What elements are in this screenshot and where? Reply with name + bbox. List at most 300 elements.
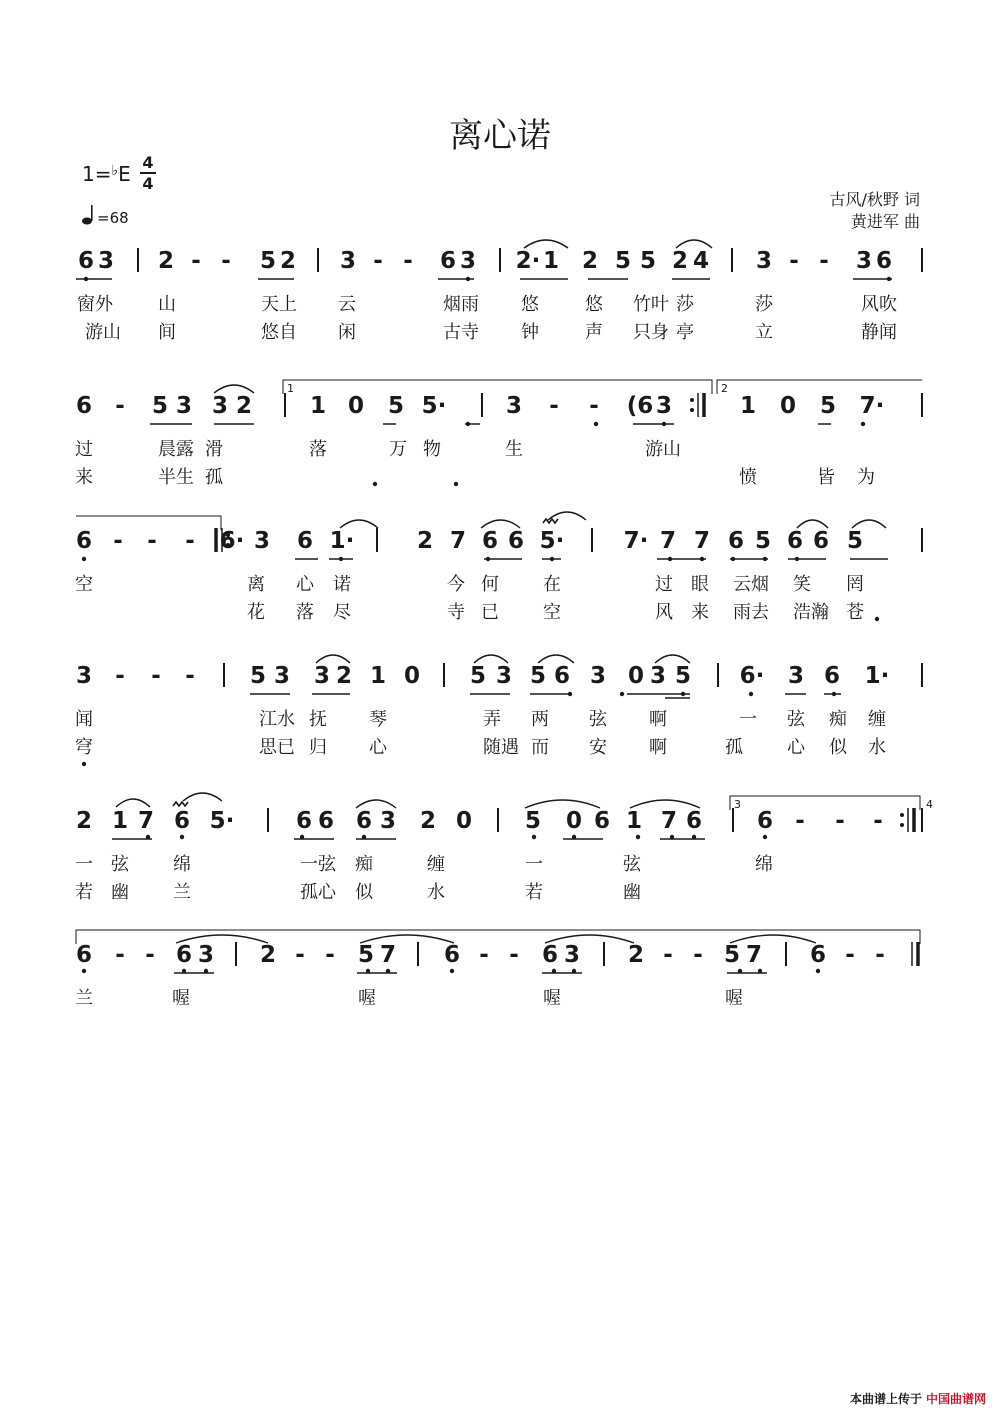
lyric-verse-1: 窗外 xyxy=(77,294,113,315)
lyric-verse-2: 兰 xyxy=(173,882,191,903)
note: 1· xyxy=(329,528,355,554)
octave-dot-low xyxy=(861,422,865,426)
lyric-verse-1: 弦 xyxy=(589,709,607,730)
lyric-verse-2: 似 xyxy=(355,882,373,903)
lyric-verse-2: 皆 xyxy=(817,467,835,488)
note: 2 xyxy=(671,248,689,274)
dash-note: - xyxy=(373,248,383,274)
slur xyxy=(797,520,828,528)
score-title: 离心诺 xyxy=(449,116,551,156)
lyric-verse-1: 晨露 xyxy=(158,439,194,460)
lyric-verse-1: 山 xyxy=(158,294,176,315)
lyric-verse-1: 一 xyxy=(525,854,543,875)
slur xyxy=(116,799,150,807)
lyric-verse-1: 离 xyxy=(247,574,265,595)
lyric-verse-1: 罔 xyxy=(846,574,864,595)
note: 3 xyxy=(273,663,291,689)
dash-note: - xyxy=(221,248,231,274)
slur xyxy=(655,655,690,663)
lyric-verse-1: 一 xyxy=(75,854,93,875)
lyric-verse-2: 苍 xyxy=(846,602,864,623)
octave-dot-low xyxy=(572,969,576,973)
lyric-verse-1: 烟雨 xyxy=(443,294,479,315)
slur xyxy=(525,800,600,808)
lyric-verse-2: 愤 xyxy=(739,467,757,488)
dash-note: - xyxy=(185,528,195,554)
lyric-verse-1: 游山 xyxy=(645,439,681,460)
octave-dot-low xyxy=(339,557,343,561)
time-signature: 4 4 xyxy=(140,154,156,192)
note: 3 xyxy=(379,808,397,834)
dash-note: - xyxy=(509,942,519,968)
note: 3 xyxy=(563,942,581,968)
note: 6 xyxy=(685,808,703,834)
note: 3 xyxy=(197,942,215,968)
note: 5 xyxy=(249,663,267,689)
dash-note: - xyxy=(875,942,885,968)
note: 1 xyxy=(309,393,327,419)
note: 1· xyxy=(864,663,890,689)
lyric-verse-1: 滑 xyxy=(205,439,223,460)
note: 6 xyxy=(355,808,373,834)
octave-dot-high xyxy=(454,482,458,486)
note: 6 xyxy=(175,942,193,968)
lyric-verse-2: 立 xyxy=(755,322,773,343)
note: 2 xyxy=(279,248,297,274)
note: 5 xyxy=(639,248,657,274)
lyric-verse-1: 风吹 xyxy=(861,294,897,315)
note: 6 xyxy=(443,942,461,968)
lyric-verse-1: 抚 xyxy=(309,709,327,730)
lyric-verse-2: 落 xyxy=(296,602,314,623)
note: 3 xyxy=(253,528,271,554)
slur xyxy=(630,800,700,808)
note: 6 xyxy=(756,808,774,834)
note: 5 xyxy=(387,393,405,419)
lyric-verse-2: 孤 xyxy=(205,467,223,488)
octave-dot-low xyxy=(620,692,624,696)
dash-note: - xyxy=(113,528,123,554)
dash-note: - xyxy=(191,248,201,274)
octave-dot-low xyxy=(550,557,554,561)
lyric-verse-2: 水 xyxy=(868,737,886,758)
slur xyxy=(340,520,378,528)
lyric-verse-1: 过 xyxy=(75,439,93,460)
note: 5 xyxy=(529,663,547,689)
octave-dot-low xyxy=(82,557,86,561)
lyric-verse-2: 孤 xyxy=(725,737,743,758)
mordent-ornament xyxy=(543,519,558,523)
lyric-verse-2: 闲 xyxy=(338,322,356,343)
lyric-verse-1: 弦 xyxy=(111,854,129,875)
lyric-verse-1: 云烟 xyxy=(733,574,769,595)
octave-dot-low xyxy=(572,835,576,839)
note: 0 xyxy=(455,808,473,834)
lyric-verse-2: 似 xyxy=(829,737,847,758)
lyric-verse-2: 若 xyxy=(75,882,93,903)
volta-number: 4 xyxy=(926,798,933,811)
slur xyxy=(676,240,712,248)
dash-note: - xyxy=(845,942,855,968)
dash-note: - xyxy=(835,808,845,834)
note: 3 xyxy=(97,248,115,274)
repeat-end xyxy=(900,808,914,832)
note: 5· xyxy=(209,808,235,834)
lyric-verse-1: 两 xyxy=(531,709,549,730)
note: 2 xyxy=(157,248,175,274)
dash-note: - xyxy=(145,942,155,968)
octave-dot-low xyxy=(450,969,454,973)
octave-dot-low xyxy=(532,835,536,839)
note: 3 xyxy=(649,663,667,689)
note: 3 xyxy=(755,248,773,274)
note: 3 xyxy=(655,393,673,419)
lyric-verse-2: 半生 xyxy=(158,467,194,488)
note: 0 xyxy=(565,808,583,834)
lyric-verse-1: 啊 xyxy=(649,709,667,730)
note: 1 xyxy=(625,808,643,834)
lyric-verse-1: 弄 xyxy=(483,709,501,730)
note: 0 xyxy=(347,393,365,419)
slur xyxy=(548,512,586,520)
lyric-verse-2: 归 xyxy=(309,737,327,758)
lyric-verse-2: 若 xyxy=(525,882,543,903)
note: 7· xyxy=(623,528,649,554)
lyric-verse-2: 古寺 xyxy=(443,322,479,343)
octave-dot-high xyxy=(373,482,377,486)
lyric-verse-2: 花 xyxy=(247,602,265,623)
octave-dot-low xyxy=(887,277,891,281)
note: 6 xyxy=(296,528,314,554)
octave-dot-high xyxy=(875,617,879,621)
note: 1 xyxy=(369,663,387,689)
note: 5 xyxy=(674,663,692,689)
note: 7· xyxy=(859,393,885,419)
note: 6 xyxy=(317,808,335,834)
lyric-verse-1: 天上 xyxy=(261,294,297,315)
octave-dot-low xyxy=(681,692,685,696)
lyric-verse-1: 缠 xyxy=(868,709,886,730)
lyric-verse-2: 心 xyxy=(369,737,387,758)
lyric-verse-2: 来 xyxy=(691,602,709,623)
slur xyxy=(852,520,886,528)
lyric-verse-2: 雨去 xyxy=(733,602,769,623)
lyric-verse-2: 幽 xyxy=(623,882,641,903)
octave-dot-low xyxy=(146,835,150,839)
octave-dot-low xyxy=(84,277,88,281)
octave-dot-low xyxy=(731,557,735,561)
note: 6 xyxy=(786,528,804,554)
lyric-verse-2: 为 xyxy=(857,467,875,488)
octave-dot-low xyxy=(700,557,704,561)
note: 7 xyxy=(693,528,711,554)
lyric-verse-2: 浩瀚 xyxy=(793,602,829,623)
octave-dot-low xyxy=(763,835,767,839)
lyric-verse-1: 莎 xyxy=(676,294,694,315)
lyric-verse-1: 琴 xyxy=(369,709,387,730)
note: 5 xyxy=(723,942,741,968)
lyric-verse-1: 绵 xyxy=(173,854,191,875)
octave-dot-low xyxy=(758,969,762,973)
slur xyxy=(316,655,350,663)
octave-dot-low xyxy=(738,969,742,973)
dash-note: - xyxy=(693,942,703,968)
dash-note: - xyxy=(819,248,829,274)
octave-dot-low xyxy=(763,557,767,561)
dash-note: - xyxy=(325,942,335,968)
octave-dot-low xyxy=(795,557,799,561)
mordent-ornament xyxy=(173,802,188,806)
lyric-verse-1: 悠 xyxy=(585,294,603,315)
note: 6 xyxy=(541,942,559,968)
octave-dot-low xyxy=(386,969,390,973)
dash-note: - xyxy=(151,663,161,689)
slur xyxy=(356,800,396,808)
note: 5 xyxy=(259,248,277,274)
octave-dot-low xyxy=(832,692,836,696)
note: 7 xyxy=(449,528,467,554)
lyric-verse-2: 啊 xyxy=(649,737,667,758)
note: 6 xyxy=(75,942,93,968)
note: 2 xyxy=(75,808,93,834)
lyric-verse-1: 何 xyxy=(481,574,499,595)
note: 6 xyxy=(481,528,499,554)
lyric-verse-2: 悠自 xyxy=(261,322,297,343)
note: 5 xyxy=(846,528,864,554)
lyric-verse-1: 江水 xyxy=(259,709,295,730)
tempo-marking: =68 xyxy=(82,205,129,227)
note: 7 xyxy=(660,808,678,834)
note: 4 xyxy=(692,248,710,274)
lyric-verse-1: 一弦 xyxy=(300,854,336,875)
lyric-verse-1: 悠 xyxy=(521,294,539,315)
lyric-verse-2: 尽 xyxy=(333,602,351,623)
lyric-verse-1: 落 xyxy=(309,439,327,460)
note: (6 xyxy=(626,393,654,419)
note: 3 xyxy=(505,393,523,419)
lyric-verse-2: 亭 xyxy=(676,322,694,343)
note: 6· xyxy=(739,663,765,689)
composer-credit: 黄进军 曲 xyxy=(850,212,920,231)
dash-note: - xyxy=(589,393,599,419)
lyric-verse-1: 喔 xyxy=(725,988,743,1009)
lyric-verse-1: 闻 xyxy=(75,709,93,730)
octave-dot-low xyxy=(182,969,186,973)
octave-dot-low xyxy=(82,969,86,973)
note: 3 xyxy=(211,393,229,419)
lyric-verse-1: 诺 xyxy=(333,574,351,595)
note: 1 xyxy=(111,808,129,834)
lyric-verse-2: 穹 xyxy=(75,737,93,758)
lyric-verse-2: 孤心 xyxy=(300,882,336,903)
lyric-verse-1: 兰 xyxy=(75,988,93,1009)
note: 6· xyxy=(219,528,245,554)
note: 1 xyxy=(542,248,560,274)
note: 7 xyxy=(379,942,397,968)
lyric-verse-2: 寺 xyxy=(447,602,465,623)
octave-dot-low xyxy=(692,835,696,839)
slur xyxy=(214,385,254,393)
note: 5 xyxy=(819,393,837,419)
lyric-verse-1: 笑 xyxy=(793,574,811,595)
lyric-verse-2: 声 xyxy=(585,322,603,343)
note: 6 xyxy=(593,808,611,834)
note: 6 xyxy=(507,528,525,554)
lyric-verse-2: 钟 xyxy=(521,322,539,343)
note: 5 xyxy=(357,942,375,968)
octave-dot-low xyxy=(362,835,366,839)
note: 0 xyxy=(779,393,797,419)
lyric-verse-1: 喔 xyxy=(172,988,190,1009)
note: 3 xyxy=(75,663,93,689)
dash-note: - xyxy=(115,942,125,968)
octave-dot-low xyxy=(552,969,556,973)
note: 2 xyxy=(581,248,599,274)
lyric-verse-2: 随遇 xyxy=(483,737,519,758)
lyric-verse-1: 莎 xyxy=(755,294,773,315)
note: 5 xyxy=(469,663,487,689)
dash-note: - xyxy=(115,663,125,689)
lyricist-credit: 古风/秋野 词 xyxy=(829,190,920,209)
note: 7 xyxy=(745,942,763,968)
volta-number: 3 xyxy=(734,798,741,811)
lyric-verse-2: 游山 xyxy=(85,322,121,343)
volta-bracket xyxy=(283,380,712,394)
octave-dot-low xyxy=(568,692,572,696)
footer: 本曲谱上传于 中国曲谱网 xyxy=(849,1392,986,1406)
note: 5· xyxy=(539,528,565,554)
note: 6 xyxy=(75,393,93,419)
lyric-verse-2: 安 xyxy=(589,737,607,758)
dash-note: - xyxy=(147,528,157,554)
note: 6 xyxy=(875,248,893,274)
note: 0 xyxy=(627,663,645,689)
lyric-verse-1: 竹叶 xyxy=(633,294,669,315)
dash-note: - xyxy=(403,248,413,274)
dash-note: - xyxy=(295,942,305,968)
note: 6 xyxy=(173,808,191,834)
note: 3 xyxy=(855,248,873,274)
slur xyxy=(183,793,222,801)
lyric-verse-1: 空 xyxy=(75,574,93,595)
lyric-verse-1: 过 xyxy=(655,574,673,595)
lyric-verse-2: 已 xyxy=(481,602,499,623)
octave-dot-low xyxy=(668,557,672,561)
octave-dot-low xyxy=(180,835,184,839)
note: 3 xyxy=(339,248,357,274)
dash-note: - xyxy=(795,808,805,834)
note: 6 xyxy=(439,248,457,274)
note: 3 xyxy=(495,663,513,689)
note: 2 xyxy=(235,393,253,419)
octave-dot-low xyxy=(636,835,640,839)
slur xyxy=(545,935,634,943)
lyric-verse-1: 一 xyxy=(739,709,757,730)
note: 2 xyxy=(419,808,437,834)
dash-note: - xyxy=(549,393,559,419)
octave-dot-low xyxy=(466,422,470,426)
octave-dot-low xyxy=(300,835,304,839)
slur xyxy=(360,935,454,943)
lyric-verse-2: 风 xyxy=(655,602,673,623)
note: 2 xyxy=(416,528,434,554)
note: 0 xyxy=(403,663,421,689)
note: 2 xyxy=(627,942,645,968)
octave-dot-low xyxy=(486,557,490,561)
note: 2 xyxy=(335,663,353,689)
octave-dot-low xyxy=(466,277,470,281)
lyric-verse-1: 万 xyxy=(389,439,407,460)
note: 6 xyxy=(75,528,93,554)
lyric-verse-1: 痴 xyxy=(829,709,847,730)
note: 1 xyxy=(739,393,757,419)
lyric-verse-2: 间 xyxy=(158,322,176,343)
lyric-verse-1: 物 xyxy=(423,439,441,460)
lyric-verse-1: 喔 xyxy=(543,988,561,1009)
lyric-verse-1: 在 xyxy=(543,574,561,595)
dash-note: - xyxy=(479,942,489,968)
octave-dot-low xyxy=(816,969,820,973)
volta-bracket xyxy=(717,380,922,394)
lyric-verse-1: 云 xyxy=(338,294,356,315)
lyric-verse-1: 眼 xyxy=(691,574,709,595)
lyric-verse-2: 只身 xyxy=(633,322,669,343)
lyric-verse-2: 幽 xyxy=(111,882,129,903)
lyric-verse-2: 水 xyxy=(427,882,445,903)
slur xyxy=(524,240,568,248)
note: 3 xyxy=(589,663,607,689)
octave-dot-low xyxy=(662,422,666,426)
note: 2· xyxy=(515,248,541,274)
note: 3 xyxy=(313,663,331,689)
slur xyxy=(474,655,508,663)
lyric-verse-2: 而 xyxy=(531,737,549,758)
dash-note: - xyxy=(115,393,125,419)
octave-dot-low xyxy=(670,835,674,839)
note: 7 xyxy=(659,528,677,554)
note: 5 xyxy=(524,808,542,834)
lyric-verse-2: 心 xyxy=(787,737,805,758)
octave-dot-low xyxy=(594,422,598,426)
lyric-verse-1: 缠 xyxy=(427,854,445,875)
note: 3 xyxy=(175,393,193,419)
note: 6 xyxy=(823,663,841,689)
lyric-verse-1: 弦 xyxy=(787,709,805,730)
key-signature: 1=♭E xyxy=(82,162,131,186)
lyric-verse-2: 来 xyxy=(75,467,93,488)
slur xyxy=(538,655,574,663)
slur xyxy=(730,935,816,943)
octave-dot-low xyxy=(749,692,753,696)
lyric-verse-1: 弦 xyxy=(623,854,641,875)
note: 6 xyxy=(295,808,313,834)
volta-number: 1 xyxy=(287,382,294,395)
lyric-verse-1: 心 xyxy=(296,574,314,595)
note: 5 xyxy=(614,248,632,274)
lyric-verse-2: 静闻 xyxy=(861,322,897,343)
dash-note: - xyxy=(873,808,883,834)
slur xyxy=(481,520,520,528)
dash-note: - xyxy=(663,942,673,968)
dash-note: - xyxy=(789,248,799,274)
octave-dot-low xyxy=(366,969,370,973)
octave-dot-low xyxy=(204,969,208,973)
lyric-verse-1: 痴 xyxy=(355,854,373,875)
note: 5 xyxy=(754,528,772,554)
note: 5 xyxy=(151,393,169,419)
lyric-verse-2: 思已 xyxy=(259,737,295,758)
lyric-verse-1: 生 xyxy=(505,439,523,460)
